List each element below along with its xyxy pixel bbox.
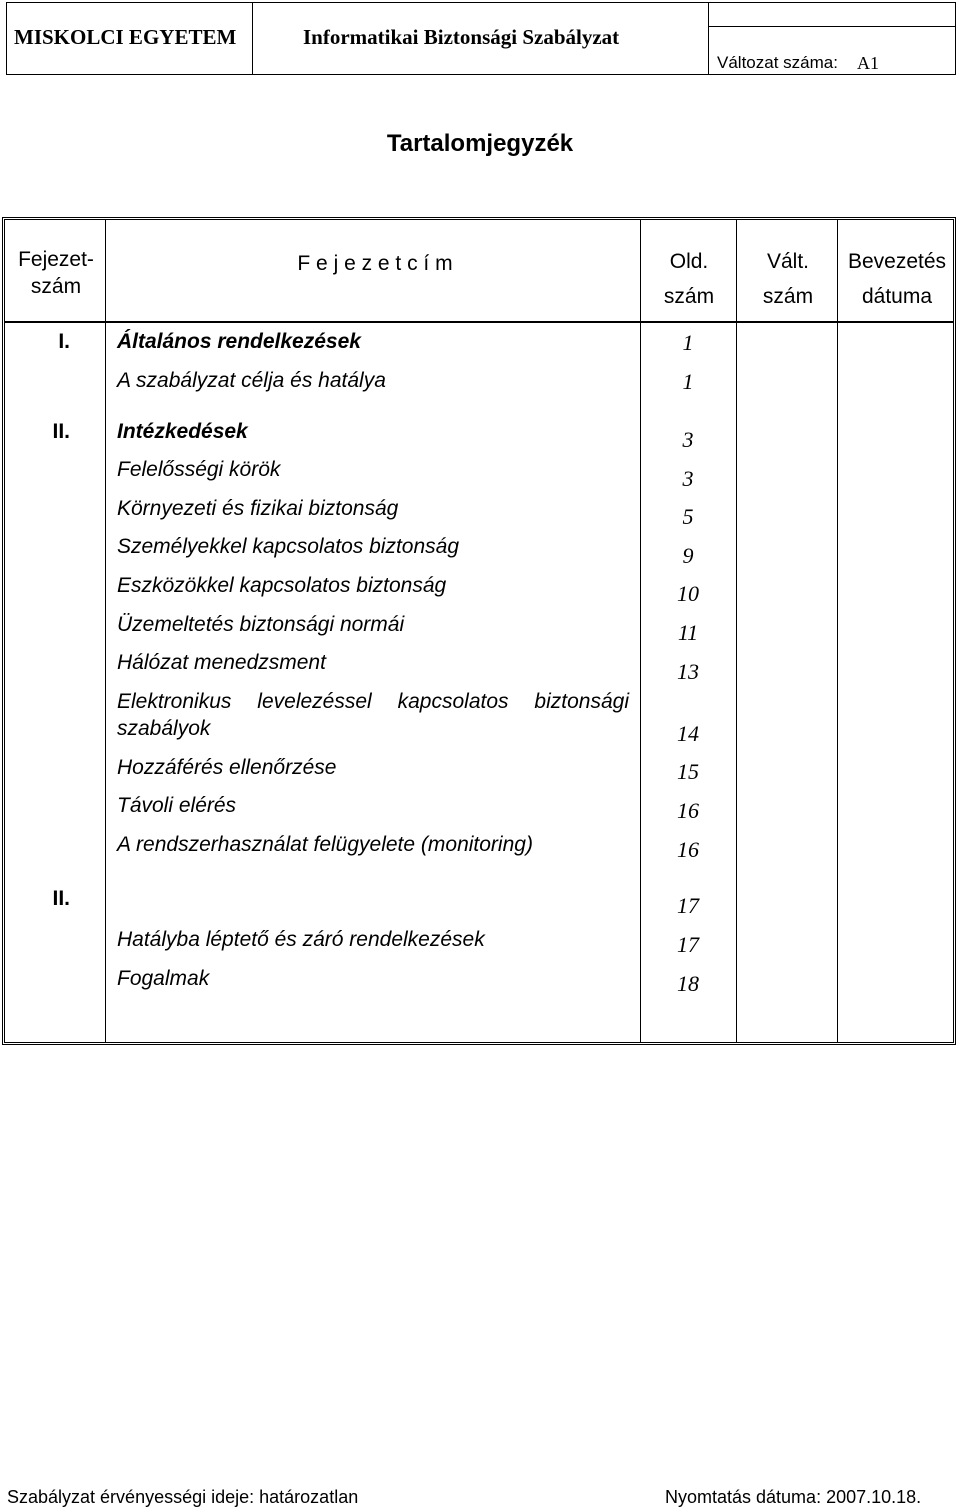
toc-item-page: 16 bbox=[677, 837, 699, 862]
header-divider bbox=[5, 321, 953, 323]
column-divider bbox=[105, 220, 106, 1042]
toc-item-title: Hozzáférés ellenőrzése bbox=[117, 756, 337, 779]
toc-item-page: 9 bbox=[682, 543, 694, 568]
toc-item-title: A szabályzat célja és hatálya bbox=[117, 369, 386, 392]
toc-item-page: 18 bbox=[677, 971, 699, 996]
header-intro-date-line2: dátuma bbox=[861, 285, 933, 308]
toc-item-title: Távoli elérés bbox=[117, 794, 237, 817]
header-chapter-no-line2: szám bbox=[30, 275, 82, 298]
version-value: A1 bbox=[857, 53, 879, 73]
toc-item-title: A rendszerhasználat felügyelete (monitoring) bbox=[117, 833, 533, 856]
header-page-no-line2: szám bbox=[663, 285, 715, 308]
header-chapter-no-line1: Fejezet- bbox=[18, 248, 94, 271]
section-page: 17 bbox=[677, 893, 699, 918]
toc-item-page: 10 bbox=[677, 581, 699, 606]
toc-item-title-line2: szabályok bbox=[117, 717, 211, 740]
header-intro-date bbox=[839, 248, 955, 310]
column-divider bbox=[837, 220, 838, 1042]
toc-item-title: Fogalmak bbox=[117, 967, 210, 990]
institution-cell bbox=[7, 3, 253, 74]
toc-item-title: Személyekkel kapcsolatos biztonság bbox=[117, 535, 460, 558]
section-page: 1 bbox=[682, 330, 694, 355]
document-header bbox=[6, 2, 956, 75]
toc-item-page: 5 bbox=[682, 504, 694, 529]
toc-item-page: 3 bbox=[682, 466, 694, 491]
toc-item-page: 14 bbox=[677, 721, 699, 746]
toc-item-title: Felelősségi körök bbox=[117, 458, 281, 481]
section-title: Intézkedések bbox=[117, 420, 248, 443]
header-chapter-title: F e j e z e t c í m bbox=[297, 252, 453, 275]
document-title: Informatikai Biztonsági Szabályzat bbox=[303, 25, 620, 49]
toc-table bbox=[2, 217, 956, 1045]
toc-item-page: 1 bbox=[682, 369, 694, 394]
toc-item-title: Üzemeltetés biztonsági normái bbox=[117, 613, 405, 636]
section-chapter-no: I. bbox=[58, 330, 70, 353]
toc-item-title-line1: Elektronikus levelezéssel kapcsolatos biztonsági bbox=[117, 690, 629, 713]
toc-item-title: Eszközökkel kapcsolatos biztonság bbox=[117, 574, 447, 597]
section-chapter-no: II. bbox=[52, 887, 70, 910]
header-page-no bbox=[645, 248, 733, 310]
header-version-no-line2: szám bbox=[762, 285, 814, 308]
header-page-no-line1: Old. bbox=[669, 250, 709, 273]
version-cell bbox=[709, 3, 955, 74]
version-cell-divider bbox=[709, 3, 955, 27]
header-chapter-no bbox=[10, 246, 102, 300]
header-intro-date-line1: Bevezetés bbox=[847, 250, 947, 273]
document-title-cell bbox=[253, 3, 709, 74]
toc-item-page: 13 bbox=[677, 659, 699, 684]
institution-name: MISKOLCI EGYETEM bbox=[14, 25, 237, 49]
toc-item-title: Környezeti és fizikai biztonság bbox=[117, 497, 399, 520]
validity-note: Szabályzat érvényességi ideje: határozatlan bbox=[7, 1487, 359, 1507]
toc-item-page: 11 bbox=[677, 620, 699, 645]
toc-item-page: 17 bbox=[677, 932, 699, 957]
toc-item-title: Hálózat menedzsment bbox=[117, 651, 326, 674]
section-chapter-no: II. bbox=[52, 420, 70, 443]
header-version-no bbox=[741, 248, 835, 310]
header-version-no-line1: Vált. bbox=[766, 250, 810, 273]
page-title: Tartalomjegyzék bbox=[386, 130, 574, 157]
version-label: Változat száma: bbox=[717, 53, 838, 72]
section-title: Általános rendelkezések bbox=[117, 330, 361, 353]
section-page: 3 bbox=[682, 427, 694, 452]
toc-item-title: Hatályba léptető és záró rendelkezések bbox=[117, 928, 485, 951]
toc-item-page: 15 bbox=[677, 759, 699, 784]
print-date: Nyomtatás dátuma: 2007.10.18. bbox=[665, 1487, 922, 1507]
toc-item-page: 16 bbox=[677, 798, 699, 823]
